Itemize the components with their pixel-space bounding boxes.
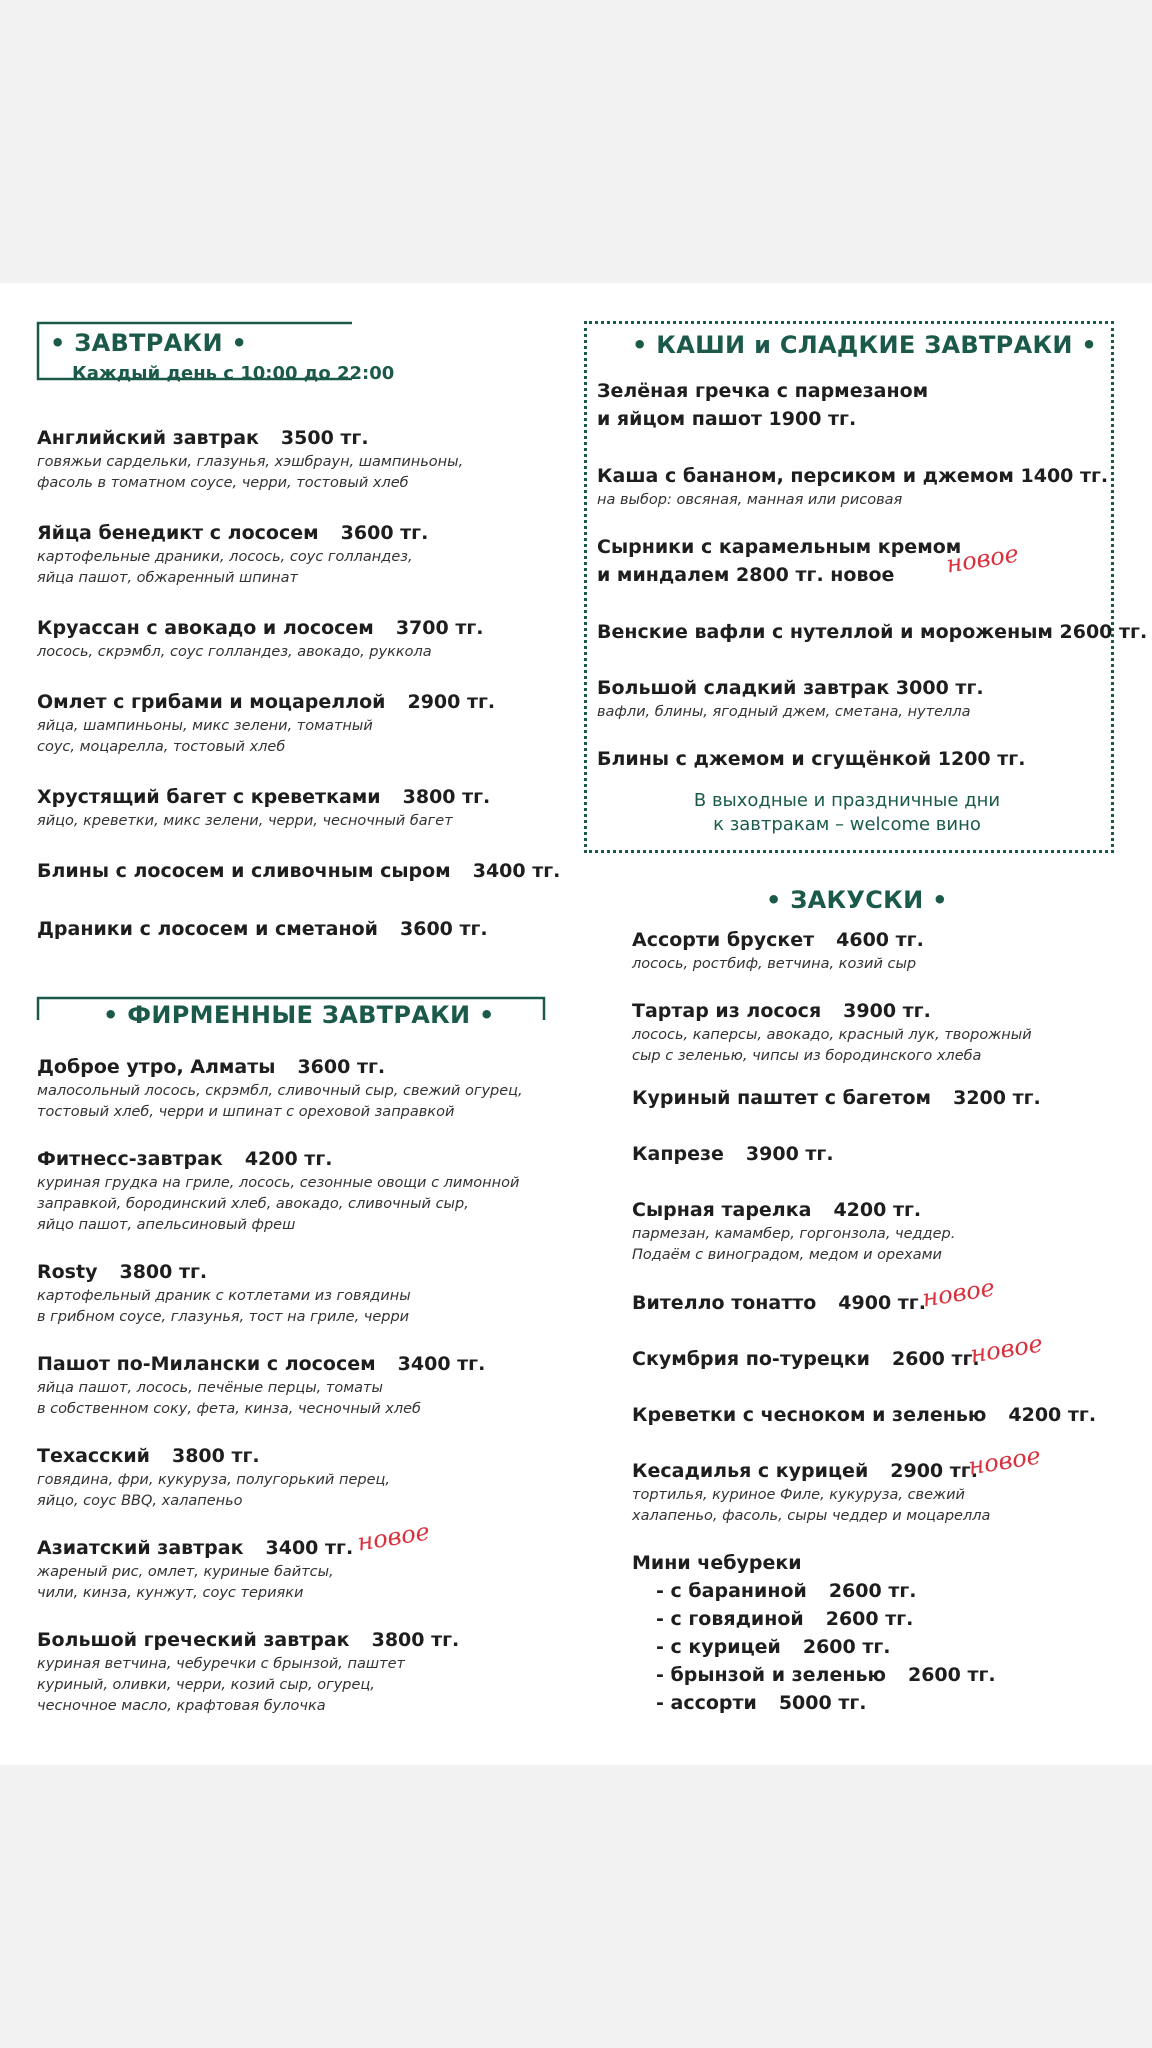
item-description: чили, кинза, кунжут, соус терияки [37, 1585, 304, 1601]
mini-chebureki [632, 1549, 996, 1717]
breakfasts-subtitle: Каждый день с 10:00 до 22:00 [72, 363, 395, 384]
item-description: лосось, ростбиф, ветчина, козий сыр [632, 956, 917, 972]
item-description: Подаём с виноградом, медом и орехами [632, 1247, 942, 1263]
item-price: 3500 тг. [280, 427, 369, 449]
menu-item [632, 1289, 926, 1317]
item-name: Сырная тарелка [632, 1199, 812, 1221]
menu-item [37, 857, 560, 885]
item-name: Венские вафли с нутеллой и мороженым 2600 тг. [597, 621, 1148, 643]
menu-item [632, 1457, 990, 1527]
item-description: яйцо пашот, апельсиновый фреш [37, 1217, 296, 1233]
porridge-title: • КАШИ и СЛАДКИЕ ЗАВТРАКИ • [632, 331, 1098, 359]
item-description: лосось, скрэмбл, соус голландез, авокадо, руккола [37, 644, 432, 660]
item-name: Большой греческий завтрак [37, 1629, 350, 1651]
menu-item [37, 614, 483, 663]
item-name: Креветки с чесноком и зеленью [632, 1404, 987, 1426]
menu-item [632, 1084, 1041, 1112]
menu-item [37, 1626, 459, 1717]
item-name: Омлет с грибами и моцареллой [37, 691, 386, 713]
item-name: - ассорти [656, 1692, 757, 1714]
item-description: картофельные драники, лосось, соус голландез, [37, 549, 413, 565]
item-price: 3900 тг. [745, 1143, 834, 1165]
menu-item [37, 1145, 519, 1236]
item-name: Пашот по-Милански с лососем [37, 1353, 376, 1375]
item-description: заправкой, бородинский хлеб, авокадо, сливочный сыр, [37, 1196, 469, 1212]
item-name: Капрезе [632, 1143, 724, 1165]
item-name: Яйца бенедикт с лососем [37, 522, 319, 544]
item-name: Сырники с карамельным кремом [597, 536, 962, 558]
item-name: Драники с лососем и сметаной [37, 918, 378, 940]
menu-item [597, 618, 1147, 646]
item-name: - с курицей [656, 1636, 781, 1658]
item-name: Доброе утро, Алматы [37, 1056, 276, 1078]
menu-item [597, 377, 928, 433]
item-price: 3400 тг. [472, 860, 561, 882]
item-description: сыр с зеленью, чипсы из бородинского хлеба [632, 1048, 982, 1064]
breakfasts-title: • ЗАВТРАКИ • [50, 329, 248, 357]
item-price: 4200 тг. [244, 1148, 333, 1170]
item-price: 2600 тг. [825, 1608, 914, 1630]
item-price: 3600 тг. [400, 918, 488, 940]
item-description: картофельный драник с котлетами из говядины [37, 1288, 411, 1304]
item-name: Скумбрия по-турецки [632, 1348, 870, 1370]
item-price: 3700 тг. [395, 617, 484, 639]
item-description: фасоль в томатном соусе, черри, тостовый хлеб [37, 475, 409, 491]
item-price: 3600 тг. [340, 522, 429, 544]
menu-item [37, 519, 428, 589]
item-name: и миндалем 2800 тг. новое [597, 564, 895, 586]
item-price: 4900 тг. [838, 1292, 926, 1314]
item-price: 3400 тг. [265, 1537, 354, 1559]
menu-item [37, 1534, 353, 1604]
item-description: на выбор: овсяная, манная или рисовая [597, 492, 903, 508]
item-name: Большой сладкий завтрак 3000 тг. [597, 677, 984, 699]
item-name: Вителло тонатто [632, 1292, 817, 1314]
item-price: 4600 тг. [836, 929, 924, 951]
menu-item [632, 1196, 955, 1266]
item-description: говяжьи сардельки, глазунья, хэшбраун, шампиньоны, [37, 454, 464, 470]
item-name: Блины с джемом и сгущёнкой 1200 тг. [597, 748, 1026, 770]
mini-title: Мини чебуреки [632, 1552, 802, 1574]
item-name: Каша с бананом, персиком и джемом 1400 тг. [597, 465, 1109, 487]
item-price: 2600 тг. [802, 1636, 891, 1658]
item-price: 2900 тг. [407, 691, 496, 713]
menu-item [632, 1345, 980, 1373]
item-name: Зелёная гречка с пармезаном [597, 380, 929, 402]
menu-item [597, 462, 1108, 511]
item-description: лосось, каперсы, авокадо, красный лук, творожный [632, 1027, 1032, 1043]
item-description: чесночное масло, крафтовая булочка [37, 1698, 326, 1714]
item-price: 3200 тг. [953, 1087, 1041, 1109]
item-name: Английский завтрак [37, 427, 259, 449]
menu-item [37, 1053, 523, 1123]
item-description: халапеньо, фасоль, сыры чеддер и моцарелла [632, 1508, 991, 1524]
item-description: яйца, шампиньоны, микс зелени, томатный [37, 718, 373, 734]
item-price: 3800 тг. [119, 1261, 208, 1283]
item-price: 3400 тг. [397, 1353, 486, 1375]
new-tag: новое [968, 1329, 1045, 1369]
item-description: вафли, блины, ягодный джем, сметана, нутелла [597, 704, 971, 720]
menu-item [37, 915, 488, 943]
item-description: в грибном соусе, глазунья, тост на гриле, черри [37, 1309, 410, 1325]
menu-item [632, 997, 1032, 1067]
menu-item [37, 688, 495, 758]
item-description: куриный, оливки, черри, козий сыр, огурец, [37, 1677, 375, 1693]
item-name: - с говядиной [656, 1608, 804, 1630]
new-tag: новое [966, 1441, 1043, 1481]
menu-page [0, 283, 1152, 1765]
item-description: в собственном соку, фета, кинза, чесночный хлеб [37, 1401, 422, 1417]
menu-item [37, 424, 463, 494]
item-price: 4200 тг. [1008, 1404, 1097, 1426]
note-line: к завтракам – welcome вино [713, 814, 981, 835]
item-description: малосольный лосось, скрэмбл, сливочный сыр, свежий огурец, [37, 1083, 523, 1099]
item-price: 2600 тг. [828, 1580, 917, 1602]
item-price: 5000 тг. [778, 1692, 867, 1714]
item-name: и яйцом пашот 1900 тг. [597, 408, 857, 430]
menu-item [37, 1258, 411, 1328]
item-name: Фитнесс-завтрак [37, 1148, 223, 1170]
item-description: яйцо, соус BBQ, халапеньо [37, 1493, 243, 1509]
item-name: Ассорти брускет [632, 929, 815, 951]
note-line: В выходные и праздничные дни [693, 790, 1001, 811]
menu-item [37, 783, 490, 832]
menu-item [597, 745, 1025, 773]
item-price: 3800 тг. [171, 1445, 260, 1467]
item-description: тортилья, куриное Филе, кукуруза, свежий [632, 1487, 965, 1503]
item-description: жареный рис, омлет, куриные байтсы, [37, 1564, 334, 1580]
menu-item [597, 674, 984, 723]
item-description: яйца пашот, обжаренный шпинат [37, 570, 298, 586]
snacks-title: • ЗАКУСКИ • [766, 886, 948, 914]
item-description: куриная ветчина, чебуречки с брынзой, паштет [37, 1656, 405, 1672]
item-price: 4200 тг. [833, 1199, 922, 1221]
item-name: - с бараниной [656, 1580, 807, 1602]
item-name: Rosty [37, 1261, 98, 1283]
signature-title: • ФИРМЕННЫЕ ЗАВТРАКИ • [103, 1001, 495, 1029]
item-name: Круассан с авокадо и лососем [37, 617, 374, 639]
item-name: Блины с лососем и сливочным сыром [37, 860, 451, 882]
menu-item [37, 1442, 390, 1512]
item-description: яйца пашот, лосось, печёные перцы, томаты [37, 1380, 383, 1396]
item-name: Техасский [37, 1445, 150, 1467]
item-price: 3600 тг. [297, 1056, 386, 1078]
menu-item [597, 533, 961, 589]
item-name: Тартар из лосося [632, 1000, 822, 1022]
new-tag: новое [355, 1517, 432, 1557]
new-tag: новое [920, 1273, 997, 1313]
new-tag: новое [944, 539, 1021, 579]
menu-item [632, 1140, 834, 1168]
item-name: Азиатский завтрак [37, 1537, 244, 1559]
item-description: пармезан, камамбер, горгонзола, чеддер. [632, 1226, 956, 1242]
item-description: говядина, фри, кукуруза, полугорький перец, [37, 1472, 390, 1488]
menu-item [37, 1350, 485, 1420]
menu-item [632, 926, 924, 975]
item-price: 2600 тг. [892, 1348, 980, 1370]
item-price: 3800 тг. [402, 786, 491, 808]
item-price: 2600 тг. [907, 1664, 996, 1686]
item-name: Куриный паштет с багетом [632, 1087, 932, 1109]
item-price: 3800 тг. [371, 1629, 460, 1651]
item-name: Хрустящий багет с креветками [37, 786, 381, 808]
item-description: яйцо, креветки, микс зелени, черри, чесночный багет [37, 813, 453, 829]
item-name: - брынзой и зеленью [656, 1664, 886, 1686]
item-description: соус, моцарелла, тостовый хлеб [37, 739, 286, 755]
item-name: Кесадилья с курицей [632, 1460, 869, 1482]
item-price: 3900 тг. [843, 1000, 931, 1022]
item-description: тостовый хлеб, черри и шпинат с ореховой заправкой [37, 1104, 455, 1120]
welcome-wine-note [594, 789, 1100, 837]
item-description: куриная грудка на гриле, лосось, сезонные овощи с лимонной [37, 1175, 520, 1191]
item-price: 2900 тг. [890, 1460, 978, 1482]
menu-item [632, 1401, 1096, 1429]
